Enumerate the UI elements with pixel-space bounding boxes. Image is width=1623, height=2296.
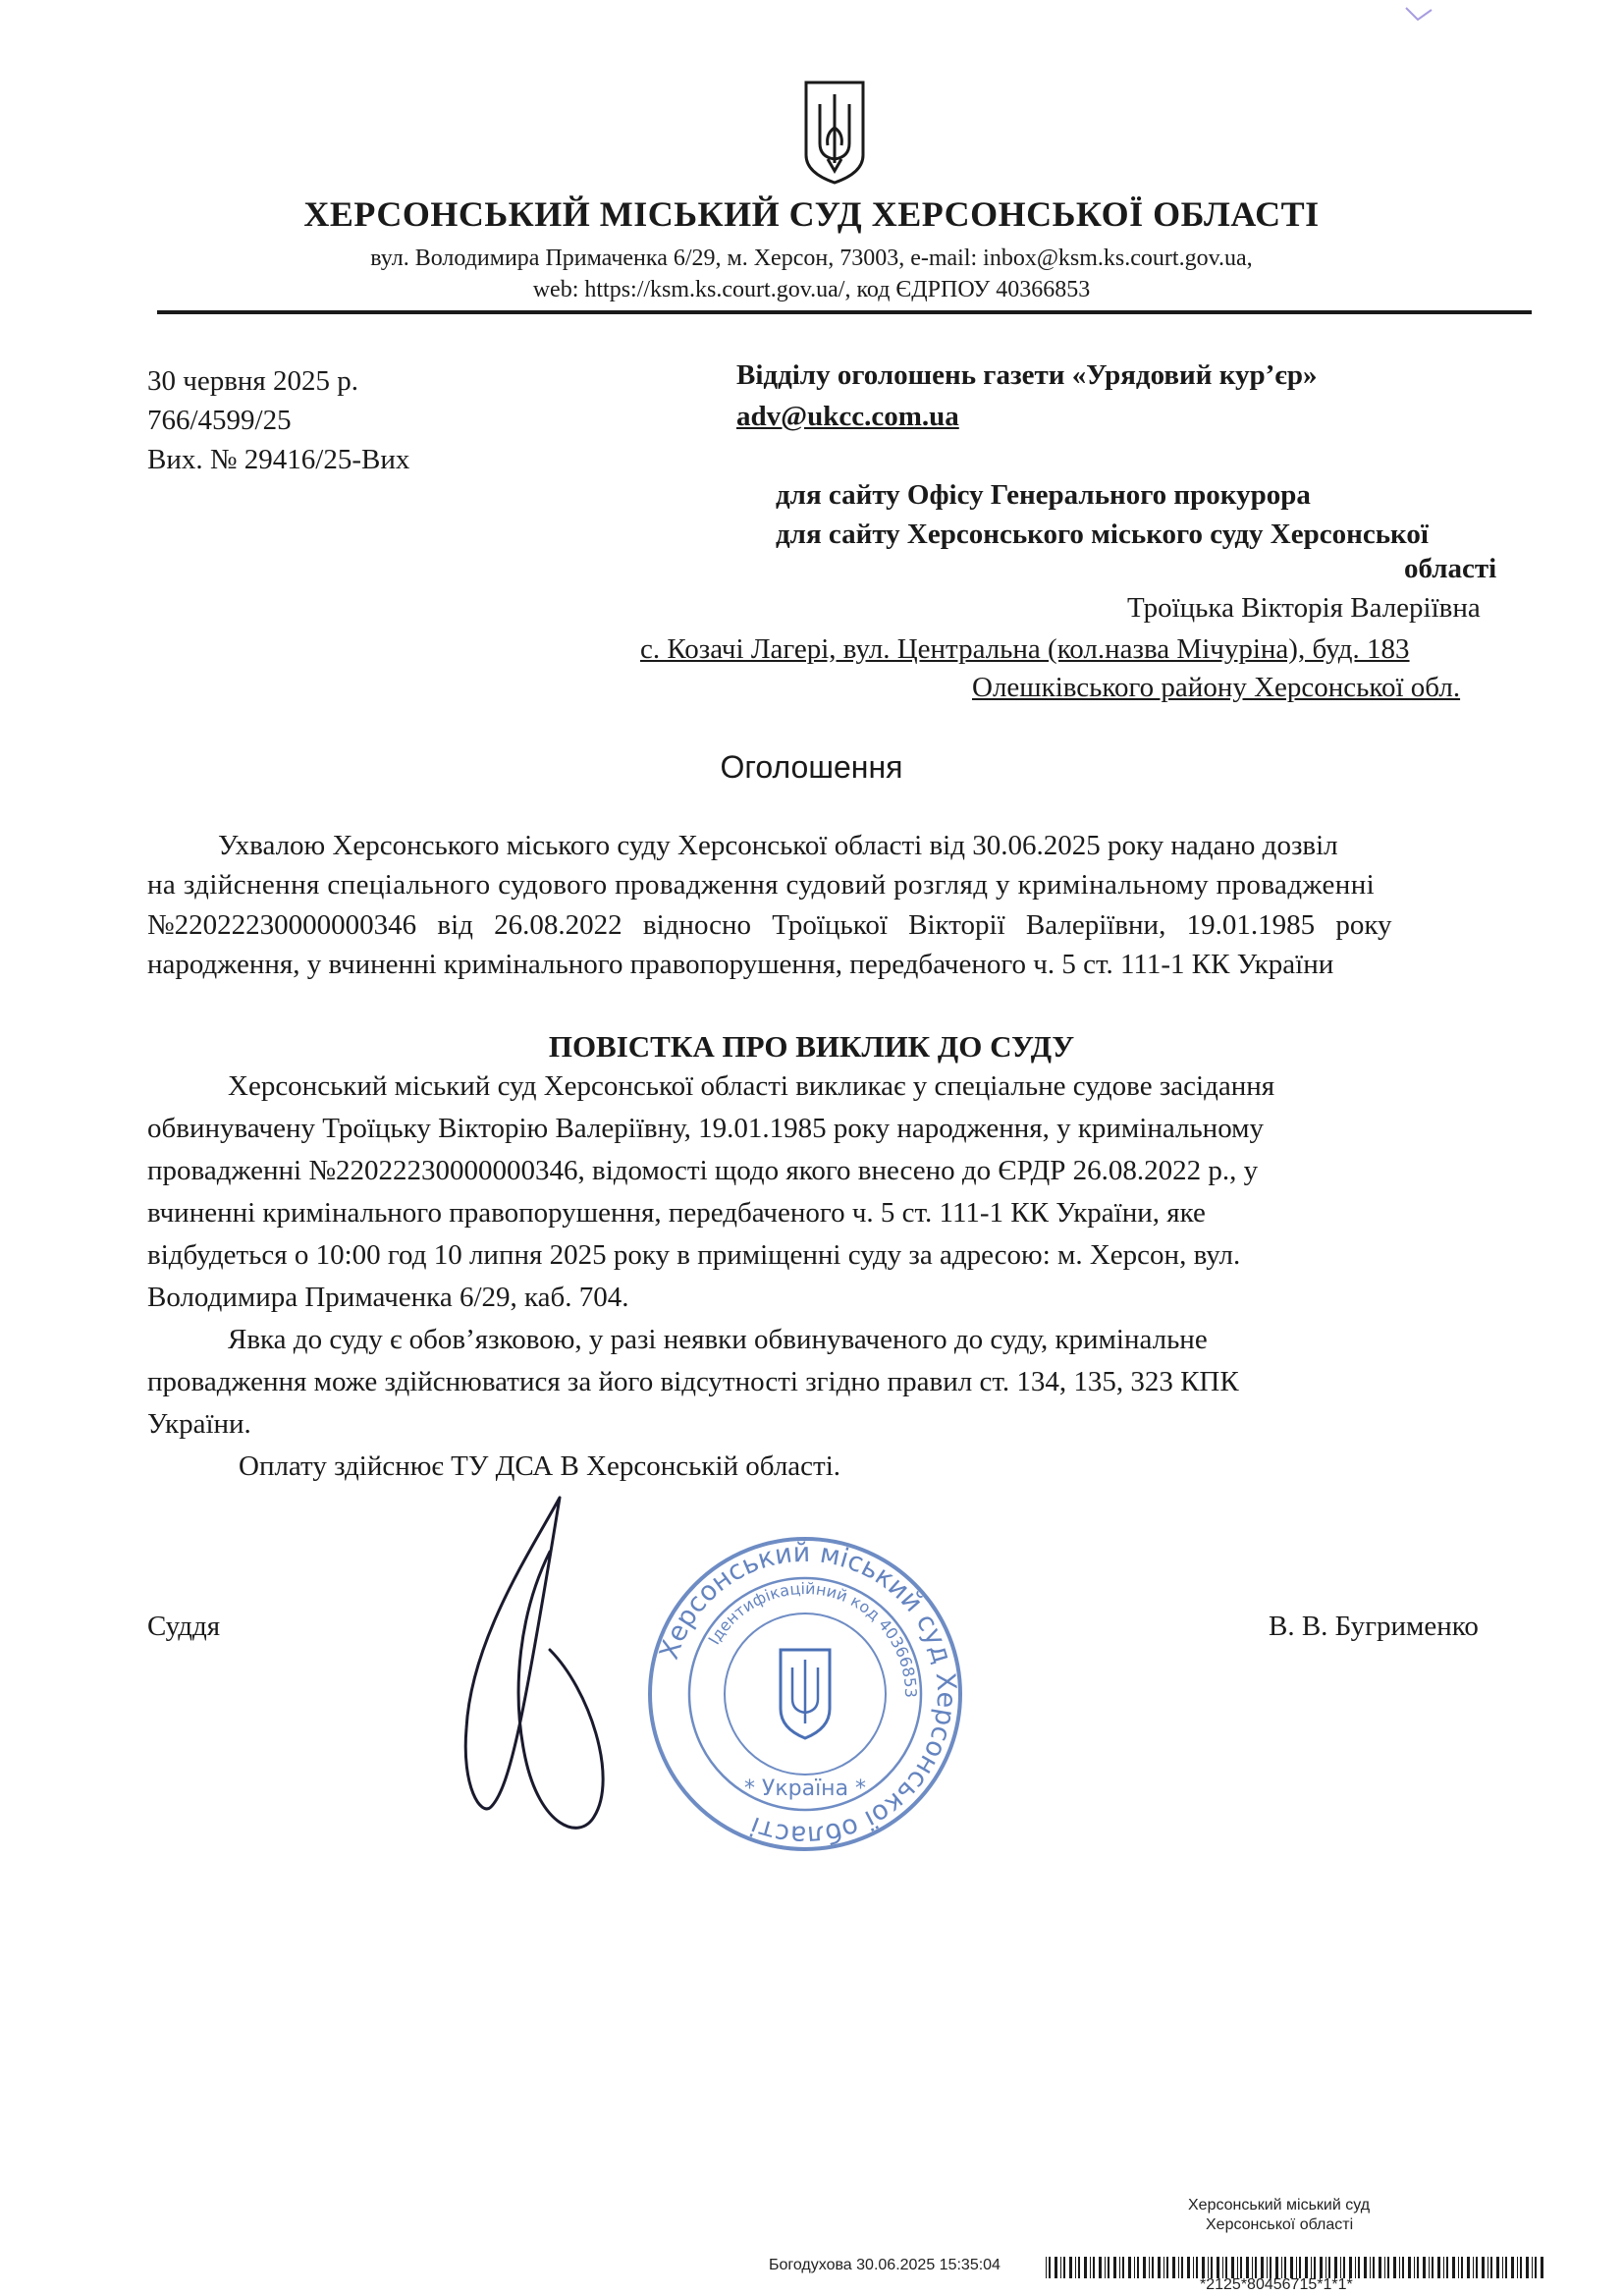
barcode-bar xyxy=(1208,2257,1209,2278)
barcode-bar xyxy=(1275,2257,1278,2278)
barcode-bar xyxy=(1090,2257,1091,2278)
barcode-bar xyxy=(1284,2257,1286,2278)
barcode-bar xyxy=(1231,2257,1234,2278)
footer-court-line2: Херсонської області xyxy=(1206,2216,1354,2233)
barcode-bar xyxy=(1520,2257,1522,2278)
barcode-bar xyxy=(1458,2257,1459,2278)
announcement-line: №22022230000000346 від 26.08.2022 відносно Троїцької Вікторії Валеріївни, 19.01.1985 року xyxy=(147,909,1392,941)
barcode-bar xyxy=(1437,2257,1440,2278)
barcode-bar xyxy=(1355,2257,1356,2278)
barcode-bar xyxy=(1152,2257,1154,2278)
recipient-court-site: для сайту Херсонського міського суду Херсонської xyxy=(776,519,1429,550)
barcode-bar xyxy=(1541,2257,1543,2278)
barcode-bar xyxy=(1049,2257,1051,2278)
attendance-line: України. xyxy=(147,1408,251,1440)
barcode-bar xyxy=(1134,2257,1135,2278)
stamp-outer-text: Херсонський міський суд Херсонської області xyxy=(654,1537,962,1851)
barcode-bar xyxy=(1060,2257,1061,2278)
court-seal-stamp-icon xyxy=(643,1532,967,1856)
barcode-bar xyxy=(1137,2257,1139,2278)
barcode-bar xyxy=(1187,2257,1190,2278)
barcode-bar xyxy=(1384,2257,1385,2278)
barcode-bar xyxy=(1393,2257,1396,2278)
barcode-bar xyxy=(1349,2257,1352,2278)
barcode-bar xyxy=(1432,2257,1434,2278)
barcode-bar xyxy=(1246,2257,1249,2278)
barcode-bar xyxy=(1055,2257,1057,2278)
trident-emblem-icon xyxy=(800,79,869,187)
barcode-bar xyxy=(1211,2257,1213,2278)
announcement-title: Оголошення xyxy=(720,749,903,785)
barcode-bar xyxy=(1334,2257,1337,2278)
court-address: вул. Володимира Примаченка 6/29, м. Херсон, 73003, e-mail: inbox@ksm.ks.court.gov.ua, xyxy=(370,246,1253,271)
barcode-bar xyxy=(1399,2257,1400,2278)
payment-line: Оплату здійснює ТУ ДСА В Херсонській області. xyxy=(239,1450,841,1482)
barcode-bar xyxy=(1281,2257,1282,2278)
barcode-bar xyxy=(1364,2257,1367,2278)
summons-line: Херсонський міський суд Херсонської області викликає у спеціальне судове засідання xyxy=(228,1070,1275,1102)
barcode-bar xyxy=(1423,2257,1426,2278)
barcode-bar xyxy=(1452,2257,1455,2278)
barcode-bar xyxy=(1414,2257,1415,2278)
barcode-bar xyxy=(1343,2257,1345,2278)
footer-registrar: Богодухова 30.06.2025 15:35:04 xyxy=(769,2257,1001,2273)
case-number: 766/4599/25 xyxy=(147,405,292,436)
court-web-line: web: https://ksm.ks.court.gov.ua/, код ЄДРПОУ 40366853 xyxy=(532,277,1091,302)
barcode-bar xyxy=(1166,2257,1168,2278)
barcode-bar xyxy=(1270,2257,1271,2278)
barcode-bar xyxy=(1181,2257,1183,2278)
barcode-bar xyxy=(1408,2257,1411,2278)
recipient-person: Троїцька Вікторія Валеріївна xyxy=(1127,592,1481,624)
barcode-bar xyxy=(1240,2257,1242,2278)
barcode-bar xyxy=(1178,2257,1179,2278)
barcode-bar xyxy=(1296,2257,1297,2278)
recipient-address-line2: Олешківського району Херсонської обл. xyxy=(972,672,1461,703)
barcode-bar xyxy=(1473,2257,1474,2278)
announcement-line: Ухвалою Херсонського міського суду Херсонської області від 30.06.2025 року надано дозвіл xyxy=(218,830,1338,861)
barcode-bar xyxy=(1505,2257,1507,2278)
recipient-email: adv@ukcc.com.ua xyxy=(736,401,959,432)
barcode-bar xyxy=(1267,2257,1268,2278)
barcode-bar xyxy=(1069,2257,1072,2278)
barcode-bar xyxy=(1261,2257,1264,2278)
barcode-bar xyxy=(1387,2257,1389,2278)
handwritten-signature-icon xyxy=(452,1493,668,1856)
barcode-bar xyxy=(1402,2257,1404,2278)
barcode-bar xyxy=(1202,2257,1205,2278)
barcode-bar xyxy=(1340,2257,1341,2278)
header-divider xyxy=(157,310,1532,314)
barcode-bar xyxy=(1108,2257,1109,2278)
barcode-icon xyxy=(1046,2257,1546,2278)
barcode-bar xyxy=(1119,2257,1120,2278)
barcode-bar xyxy=(1379,2257,1381,2278)
barcode-bar xyxy=(1482,2257,1485,2278)
scan-artifact-icon xyxy=(1404,4,1434,24)
barcode-bar xyxy=(1128,2257,1131,2278)
barcode-bar xyxy=(1163,2257,1164,2278)
summons-line: обвинувачену Троїцьку Вікторію Валеріївну, 19.01.1985 року народження, у кримінальному xyxy=(147,1113,1265,1144)
barcode-bar xyxy=(1222,2257,1223,2278)
barcode-bar xyxy=(1122,2257,1124,2278)
barcode-bar xyxy=(1237,2257,1238,2278)
barcode-bar xyxy=(1417,2257,1419,2278)
recipient-court-site-cont: області xyxy=(1404,553,1497,584)
barcode-bar xyxy=(1149,2257,1150,2278)
barcode-bar xyxy=(1328,2257,1330,2278)
summons-line: вчиненні кримінального правопорушення, передбаченого ч. 5 ст. 111-1 КК України, яке xyxy=(147,1197,1206,1229)
barcode-bar xyxy=(1502,2257,1503,2278)
barcode-bar xyxy=(1225,2257,1227,2278)
summons-line: Володимира Примаченка 6/29, каб. 704. xyxy=(147,1282,629,1313)
barcode-bar xyxy=(1314,2257,1316,2278)
barcode-bar xyxy=(1255,2257,1257,2278)
barcode-bar xyxy=(1476,2257,1478,2278)
barcode-bar xyxy=(1461,2257,1463,2278)
barcode-bar xyxy=(1358,2257,1360,2278)
summons-line: відбудеться о 10:00 год 10 липня 2025 року в приміщенні суду за адресою: м. Херсон, вул. xyxy=(147,1239,1241,1271)
barcode-bar xyxy=(1063,2257,1065,2278)
barcode-bar xyxy=(1217,2257,1219,2278)
barcode-bar xyxy=(1084,2257,1087,2278)
barcode-bar xyxy=(1535,2257,1537,2278)
barcode-bar xyxy=(1490,2257,1492,2278)
barcode-bar xyxy=(1172,2257,1175,2278)
attendance-line: Явка до суду є обов’язковою, у разі неявки обвинуваченого до суду, кримінальне xyxy=(228,1324,1208,1355)
stamp-bottom-text: * Україна * xyxy=(743,1777,867,1801)
summons-line: провадженні №22022230000000346, відомості щодо якого внесено до ЄРДР 26.08.2022 р., у xyxy=(147,1155,1259,1186)
barcode-bar xyxy=(1517,2257,1518,2278)
barcode-bar xyxy=(1311,2257,1312,2278)
recipient-address-line1: с. Козачі Лагері, вул. Центральна (кол.назва Мічуріна), буд. 183 xyxy=(640,633,1410,665)
barcode-bar xyxy=(1252,2257,1253,2278)
barcode-bar xyxy=(1075,2257,1076,2278)
barcode-bar xyxy=(1099,2257,1102,2278)
barcode-bar xyxy=(1429,2257,1430,2278)
recipient-prosecutor-site: для сайту Офісу Генерального прокурора xyxy=(776,479,1311,511)
barcode-bar xyxy=(1467,2257,1470,2278)
barcode-bar xyxy=(1078,2257,1080,2278)
summons-title: ПОВІСТКА ПРО ВИКЛИК ДО СУДУ xyxy=(548,1029,1075,1064)
recipient-newspaper: Відділу оголошень газети «Урядовий кур’єр» xyxy=(736,359,1318,391)
barcode-bar xyxy=(1443,2257,1444,2278)
barcode-bar xyxy=(1446,2257,1448,2278)
barcode-bar xyxy=(1193,2257,1194,2278)
barcode-bar xyxy=(1046,2257,1047,2278)
barcode-bar xyxy=(1320,2257,1323,2278)
announcement-line: народження, у вчиненні кримінального правопорушення, передбаченого ч. 5 ст. 111-1 КК України xyxy=(147,949,1334,980)
outgoing-number: Вих. № 29416/25-Вих xyxy=(147,444,410,475)
barcode-bar xyxy=(1143,2257,1146,2278)
barcode-bar xyxy=(1305,2257,1308,2278)
barcode-bar xyxy=(1373,2257,1375,2278)
barcode-bar xyxy=(1196,2257,1198,2278)
stamp-inner-text: Ідентифікаційний код 40366853 xyxy=(704,1578,921,1699)
barcode-bar xyxy=(1093,2257,1095,2278)
document-date: 30 червня 2025 р. xyxy=(147,365,359,397)
judge-name: В. В. Бугрименко xyxy=(1269,1611,1479,1642)
barcode-bar xyxy=(1158,2257,1161,2278)
barcode-bar xyxy=(1496,2257,1499,2278)
attendance-line: провадження може здійснюватися за його відсутності згідно правил ст. 134, 135, 323 КПК xyxy=(147,1366,1239,1397)
barcode-bar xyxy=(1290,2257,1293,2278)
footer-court-line1: Херсонський міський суд xyxy=(1188,2197,1371,2214)
barcode-bar xyxy=(1526,2257,1529,2278)
announcement-line: на здійснення спеціального судового провадження судовий розгляд у кримінальному провадженні xyxy=(147,869,1376,901)
barcode-bar xyxy=(1105,2257,1106,2278)
barcode-bar xyxy=(1511,2257,1514,2278)
court-name-heading: ХЕРСОНСЬКИЙ МІСЬКИЙ СУД ХЕРСОНСЬКОЇ ОБЛАСТІ xyxy=(303,194,1320,234)
barcode-bar xyxy=(1532,2257,1533,2278)
barcode-bar xyxy=(1299,2257,1301,2278)
judge-role: Суддя xyxy=(147,1611,221,1642)
barcode-text: *2125*80456715*1*1* xyxy=(1200,2276,1353,2293)
barcode-bar xyxy=(1113,2257,1116,2278)
barcode-bar xyxy=(1325,2257,1326,2278)
barcode-bar xyxy=(1370,2257,1371,2278)
